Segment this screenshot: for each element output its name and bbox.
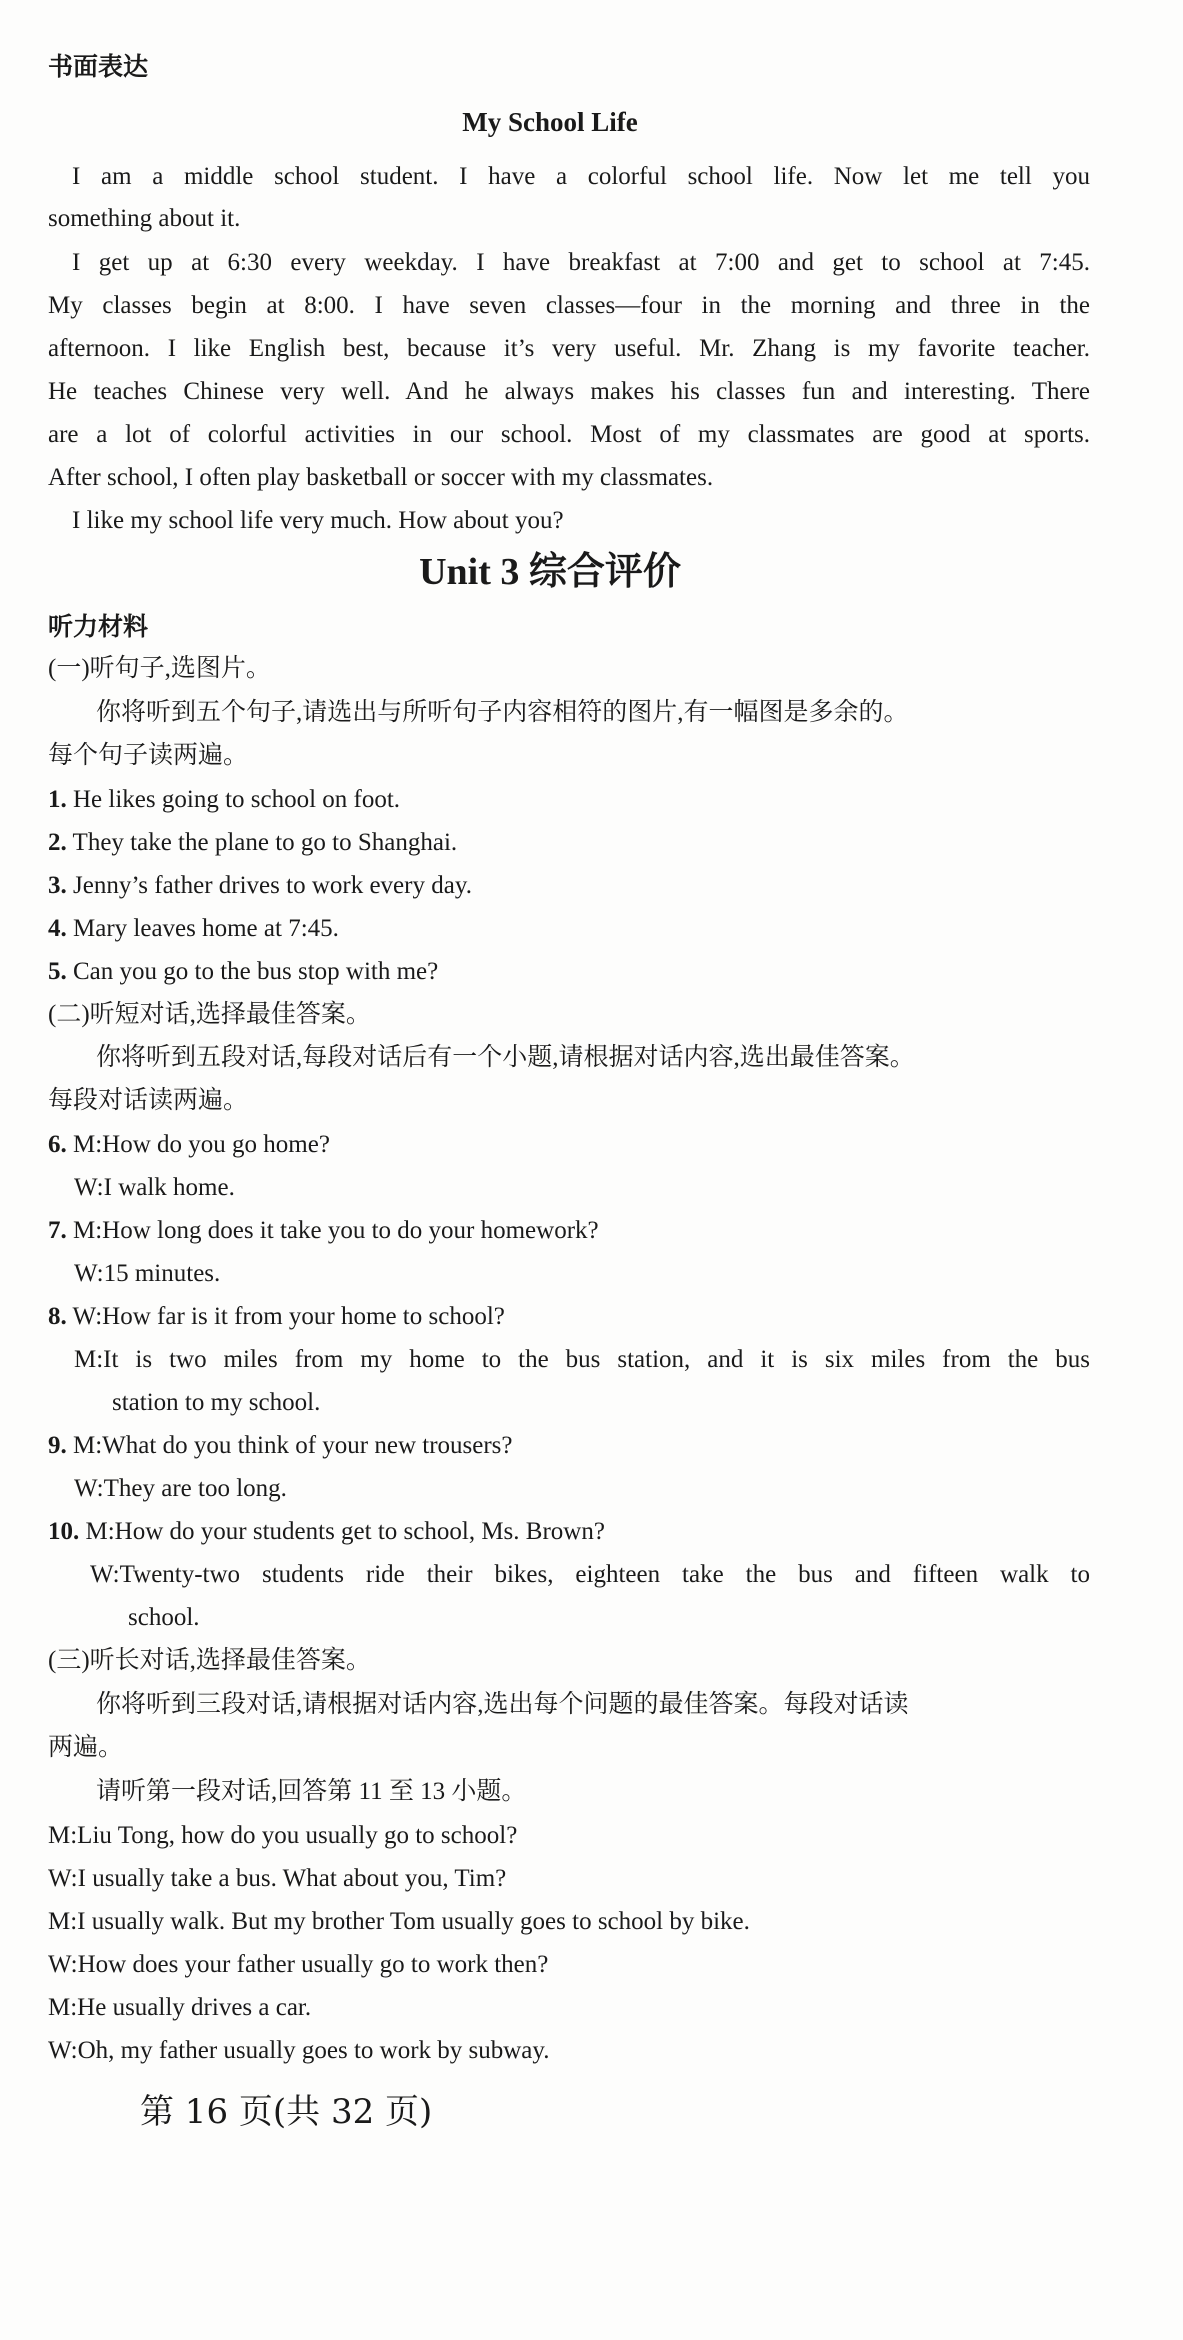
dialogue-8-line-3: station to my school. — [112, 1389, 321, 1416]
item-text: W:How far is it from your home to school? — [66, 1303, 505, 1330]
part2-instruction-line-2: 每段对话读两遍。 — [48, 1087, 249, 1114]
part3-sub-instruction: 请听第一段对话,回答第 11 至 13 小题。 — [96, 1778, 527, 1805]
part3-heading: (三)听长对话,选择最佳答案。 — [48, 1647, 371, 1674]
essay-paragraph-2-line-4: He teaches Chinese very well. And he always makes his classes fun and interesting. There — [48, 378, 1090, 405]
dialogue-9-line-2: W:They are too long. — [74, 1475, 287, 1502]
dialogue-8-line-2: M:It is two miles from my home to the bus station, and it is six miles from the bus — [74, 1346, 1090, 1373]
item-text: They take the plane to go to Shanghai. — [66, 829, 458, 856]
part3-instruction-line-1: 你将听到三段对话,请根据对话内容,选出每个问题的最佳答案。每段对话读 — [96, 1691, 909, 1718]
essay-paragraph-1-line-2: something about it. — [48, 205, 241, 232]
page-number: 第 16 页(共 32 页) — [140, 2092, 433, 2132]
dialogue-line: W:I usually take a bus. What about you, Tim? — [48, 1865, 507, 1892]
item-number: 8. — [48, 1303, 67, 1330]
item-text: M:What do you think of your new trousers? — [66, 1432, 513, 1459]
list-item — [48, 785, 400, 815]
part1-heading: (一)听句子,选图片。 — [48, 655, 271, 682]
essay-paragraph-2-line-3: afternoon. I like English best, because it’s very useful. Mr. Zhang is my favorite teacher. — [48, 335, 1090, 362]
item-text: Jenny’s father drives to work every day. — [66, 872, 472, 899]
item-text: M:How do you go home? — [66, 1131, 330, 1158]
item-text: He likes going to school on foot. — [66, 786, 401, 813]
essay-paragraph-2-line-5: are a lot of colorful activities in our school. Most of my classmates are good at sports. — [48, 421, 1090, 448]
list-item — [48, 871, 472, 901]
essay-title: My School Life — [462, 107, 638, 137]
dialogue-line: M:Liu Tong, how do you usually go to school? — [48, 1822, 518, 1849]
essay-paragraph-2-line-6: After school, I often play basketball or soccer with my classmates. — [48, 464, 714, 491]
essay-paragraph-1-line-1: I am a middle school student. I have a colorful school life. Now let me tell you — [72, 163, 1090, 190]
item-number: 5. — [48, 958, 67, 985]
listening-material-label: 听力材料 — [48, 612, 149, 641]
part2-instruction-line-1: 你将听到五段对话,每段对话后有一个小题,请根据对话内容,选出最佳答案。 — [96, 1044, 915, 1071]
dialogue-10-line-3: school. — [128, 1604, 200, 1631]
item-text: M:How long does it take you to do your homework? — [66, 1217, 599, 1244]
essay-paragraph-2-line-1: I get up at 6:30 every weekday. I have breakfast at 7:00 and get to school at 7:45. — [72, 249, 1090, 276]
part1-instruction-line-2: 每个句子读两遍。 — [48, 742, 249, 769]
dialogue-9-line-1 — [48, 1431, 513, 1461]
item-number: 6. — [48, 1131, 67, 1158]
item-text: Mary leaves home at 7:45. — [66, 915, 339, 942]
item-number: 10. — [48, 1518, 80, 1545]
dialogue-10-line-1 — [48, 1517, 605, 1547]
item-number: 7. — [48, 1217, 67, 1244]
list-item — [48, 914, 339, 944]
item-number: 1. — [48, 786, 67, 813]
list-item — [48, 957, 438, 987]
dialogue-line: M:He usually drives a car. — [48, 1994, 312, 2021]
essay-paragraph-2-line-2: My classes begin at 8:00. I have seven classes—four in the morning and three in the — [48, 292, 1090, 319]
item-text: M:How do your students get to school, Ms. Brown? — [79, 1518, 605, 1545]
part2-heading: (二)听短对话,选择最佳答案。 — [48, 1001, 371, 1028]
item-number: 9. — [48, 1432, 67, 1459]
dialogue-6-line-1 — [48, 1130, 330, 1160]
dialogue-line: W:Oh, my father usually goes to work by subway. — [48, 2037, 550, 2064]
list-item — [48, 828, 457, 858]
dialogue-6-line-2: W:I walk home. — [74, 1174, 235, 1201]
essay-paragraph-3-line-1: I like my school life very much. How about you? — [72, 507, 564, 534]
item-text: Can you go to the bus stop with me? — [66, 958, 439, 985]
dialogue-7-line-1 — [48, 1216, 599, 1246]
dialogue-10-line-2: W:Twenty-two students ride their bikes, eighteen take the bus and fifteen walk to — [90, 1561, 1090, 1588]
item-number: 3. — [48, 872, 67, 899]
dialogue-line: W:How does your father usually go to work then? — [48, 1951, 549, 1978]
part3-instruction-line-2: 两遍。 — [48, 1734, 124, 1761]
dialogue-7-line-2: W:15 minutes. — [74, 1260, 221, 1287]
part1-instruction-line-1: 你将听到五个句子,请选出与所听句子内容相符的图片,有一幅图是多余的。 — [96, 699, 909, 726]
unit-title: Unit 3 综合评价 — [419, 551, 681, 593]
writing-section-label: 书面表达 — [48, 52, 149, 81]
dialogue-8-line-1 — [48, 1302, 505, 1332]
dialogue-line: M:I usually walk. But my brother Tom usually goes to school by bike. — [48, 1908, 750, 1935]
item-number: 2. — [48, 829, 67, 856]
item-number: 4. — [48, 915, 67, 942]
